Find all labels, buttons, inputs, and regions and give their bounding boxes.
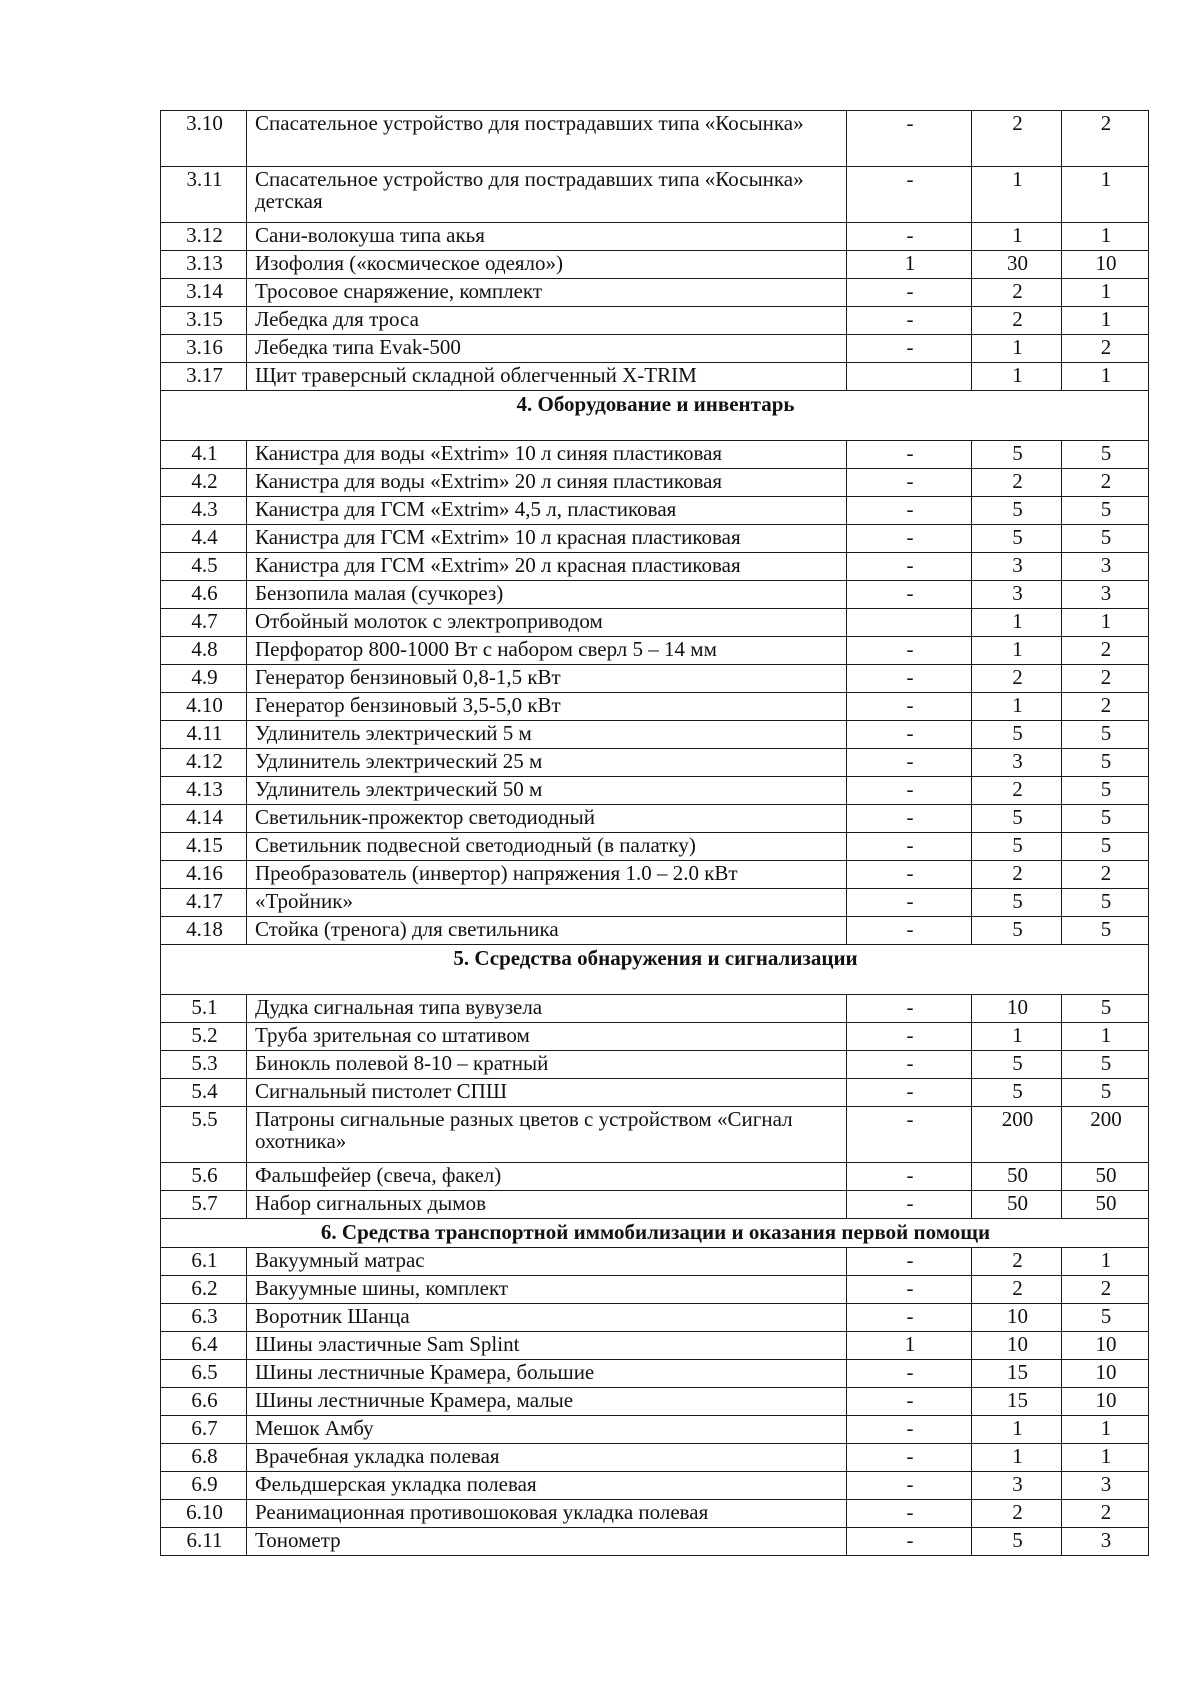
item-name-cell: Стойка (тренога) для светильника <box>247 917 847 945</box>
table-row <box>161 805 1149 833</box>
item-number-cell: 6.10 <box>161 1500 247 1528</box>
quantity-col-b-cell: 2 <box>972 1500 1062 1528</box>
quantity-col-b-cell: 2 <box>972 777 1062 805</box>
quantity-col-b-cell: 1 <box>972 363 1062 391</box>
quantity-col-b-cell: 50 <box>972 1191 1062 1219</box>
quantity-col-a-cell: - <box>847 335 972 363</box>
table-row <box>161 995 1149 1023</box>
table-row <box>161 469 1149 497</box>
quantity-col-b-cell: 200 <box>972 1107 1062 1163</box>
table-row <box>161 251 1149 279</box>
item-number-cell: 5.1 <box>161 995 247 1023</box>
item-name-cell: Спасательное устройство для пострадавших типа «Косынка» детская <box>247 167 847 223</box>
quantity-col-c-cell: 5 <box>1062 917 1149 945</box>
item-name-cell: Фельдшерская укладка полевая <box>247 1472 847 1500</box>
item-number-cell: 3.14 <box>161 279 247 307</box>
quantity-col-c-cell: 5 <box>1062 1304 1149 1332</box>
quantity-col-b-cell: 1 <box>972 1416 1062 1444</box>
quantity-col-b-cell: 5 <box>972 721 1062 749</box>
quantity-col-c-cell: 5 <box>1062 721 1149 749</box>
inventory-table <box>160 110 1149 1556</box>
item-name-cell: Набор сигнальных дымов <box>247 1191 847 1219</box>
quantity-col-c-cell: 1 <box>1062 307 1149 335</box>
item-name-cell: Канистра для ГСМ «Extrim» 4,5 л, пластиковая <box>247 497 847 525</box>
quantity-col-a-cell <box>847 363 972 391</box>
table-row <box>161 1079 1149 1107</box>
item-number-cell: 4.9 <box>161 665 247 693</box>
quantity-col-a-cell: - <box>847 665 972 693</box>
table-row <box>161 553 1149 581</box>
quantity-col-b-cell: 2 <box>972 111 1062 167</box>
item-number-cell: 6.3 <box>161 1304 247 1332</box>
item-number-cell: 4.16 <box>161 861 247 889</box>
item-number-cell: 4.8 <box>161 637 247 665</box>
quantity-col-b-cell: 2 <box>972 469 1062 497</box>
table-row <box>161 363 1149 391</box>
table-row <box>161 721 1149 749</box>
item-name-cell: Труба зрительная со штативом <box>247 1023 847 1051</box>
quantity-col-c-cell: 10 <box>1062 1360 1149 1388</box>
quantity-col-c-cell: 10 <box>1062 1388 1149 1416</box>
quantity-col-a-cell: - <box>847 833 972 861</box>
quantity-col-b-cell: 5 <box>972 1051 1062 1079</box>
item-name-cell: Тонометр <box>247 1528 847 1556</box>
quantity-col-b-cell: 1 <box>972 609 1062 637</box>
quantity-col-a-cell: - <box>847 1023 972 1051</box>
quantity-col-a-cell: - <box>847 637 972 665</box>
table-row <box>161 223 1149 251</box>
quantity-col-a-cell: - <box>847 1051 972 1079</box>
item-name-cell: Воротник Шанца <box>247 1304 847 1332</box>
item-name-cell: Щит траверсный складной облегченный X-TRIM <box>247 363 847 391</box>
quantity-col-a-cell <box>847 609 972 637</box>
table-row <box>161 279 1149 307</box>
quantity-col-a-cell: - <box>847 1248 972 1276</box>
table-row <box>161 1500 1149 1528</box>
table-row <box>161 1472 1149 1500</box>
item-name-cell: Перфоратор 800-1000 Вт с набором сверл 5 – 14 мм <box>247 637 847 665</box>
item-name-cell: Светильник-прожектор светодиодный <box>247 805 847 833</box>
quantity-col-c-cell: 3 <box>1062 1472 1149 1500</box>
quantity-col-b-cell: 5 <box>972 833 1062 861</box>
quantity-col-c-cell: 5 <box>1062 777 1149 805</box>
item-name-cell: Бинокль полевой 8-10 – кратный <box>247 1051 847 1079</box>
table-row <box>161 1332 1149 1360</box>
quantity-col-c-cell: 50 <box>1062 1163 1149 1191</box>
quantity-col-b-cell: 3 <box>972 1472 1062 1500</box>
item-number-cell: 5.2 <box>161 1023 247 1051</box>
table-row <box>161 833 1149 861</box>
item-number-cell: 3.10 <box>161 111 247 167</box>
item-name-cell: Дудка сигнальная типа вувузела <box>247 995 847 1023</box>
quantity-col-b-cell: 1 <box>972 335 1062 363</box>
item-name-cell: Канистра для воды «Extrim» 10 л синяя пластиковая <box>247 441 847 469</box>
quantity-col-c-cell: 10 <box>1062 251 1149 279</box>
table-row <box>161 861 1149 889</box>
quantity-col-a-cell: - <box>847 1528 972 1556</box>
item-name-cell: Канистра для воды «Extrim» 20 л синяя пластиковая <box>247 469 847 497</box>
table-row <box>161 335 1149 363</box>
table-row <box>161 1388 1149 1416</box>
item-number-cell: 6.8 <box>161 1444 247 1472</box>
quantity-col-a-cell: - <box>847 1163 972 1191</box>
table-row <box>161 497 1149 525</box>
quantity-col-c-cell: 1 <box>1062 1023 1149 1051</box>
item-name-cell: Лебедка для троса <box>247 307 847 335</box>
quantity-col-a-cell: - <box>847 1079 972 1107</box>
section-heading-row <box>161 945 1149 995</box>
item-name-cell: Удлинитель электрический 25 м <box>247 749 847 777</box>
quantity-col-c-cell: 5 <box>1062 1079 1149 1107</box>
item-name-cell: Фальшфейер (свеча, факел) <box>247 1163 847 1191</box>
item-number-cell: 5.4 <box>161 1079 247 1107</box>
quantity-col-c-cell: 2 <box>1062 637 1149 665</box>
item-name-cell: Канистра для ГСМ «Extrim» 20 л красная пластиковая <box>247 553 847 581</box>
quantity-col-c-cell: 5 <box>1062 995 1149 1023</box>
table-row <box>161 609 1149 637</box>
item-number-cell: 3.11 <box>161 167 247 223</box>
quantity-col-a-cell: - <box>847 805 972 833</box>
item-number-cell: 6.9 <box>161 1472 247 1500</box>
quantity-col-b-cell: 3 <box>972 749 1062 777</box>
table-row <box>161 525 1149 553</box>
item-number-cell: 4.6 <box>161 581 247 609</box>
item-number-cell: 5.6 <box>161 1163 247 1191</box>
item-name-cell: Преобразователь (инвертор) напряжения 1.0 – 2.0 кВт <box>247 861 847 889</box>
table-row <box>161 665 1149 693</box>
section-heading: 4. Оборудование и инвентарь <box>161 391 1149 441</box>
quantity-col-b-cell: 15 <box>972 1388 1062 1416</box>
quantity-col-a-cell: - <box>847 777 972 805</box>
item-number-cell: 5.3 <box>161 1051 247 1079</box>
quantity-col-b-cell: 3 <box>972 581 1062 609</box>
item-number-cell: 6.7 <box>161 1416 247 1444</box>
item-name-cell: Вакуумные шины, комплект <box>247 1276 847 1304</box>
item-name-cell: Генератор бензиновый 0,8-1,5 кВт <box>247 665 847 693</box>
quantity-col-b-cell: 1 <box>972 693 1062 721</box>
quantity-col-a-cell: - <box>847 721 972 749</box>
quantity-col-a-cell: - <box>847 995 972 1023</box>
quantity-col-a-cell: - <box>847 525 972 553</box>
item-name-cell: Канистра для ГСМ «Extrim» 10 л красная пластиковая <box>247 525 847 553</box>
item-name-cell: Отбойный молоток с электроприводом <box>247 609 847 637</box>
item-number-cell: 4.1 <box>161 441 247 469</box>
quantity-col-b-cell: 1 <box>972 637 1062 665</box>
quantity-col-a-cell: - <box>847 279 972 307</box>
table-row <box>161 749 1149 777</box>
item-number-cell: 6.6 <box>161 1388 247 1416</box>
item-name-cell: Шины эластичные Sam Splint <box>247 1332 847 1360</box>
quantity-col-a-cell: - <box>847 553 972 581</box>
item-name-cell: Сигнальный пистолет СПШ <box>247 1079 847 1107</box>
item-number-cell: 5.7 <box>161 1191 247 1219</box>
section-heading-row <box>161 391 1149 441</box>
quantity-col-c-cell: 2 <box>1062 335 1149 363</box>
item-name-cell: Патроны сигнальные разных цветов с устройством «Сигнал охотника» <box>247 1107 847 1163</box>
quantity-col-b-cell: 1 <box>972 223 1062 251</box>
quantity-col-c-cell: 5 <box>1062 833 1149 861</box>
quantity-col-b-cell: 1 <box>972 1023 1062 1051</box>
quantity-col-a-cell: - <box>847 1472 972 1500</box>
quantity-col-c-cell: 3 <box>1062 553 1149 581</box>
section-heading: 5. Ссредства обнаружения и сигнализации <box>161 945 1149 995</box>
item-name-cell: Лебедка типа Evak-500 <box>247 335 847 363</box>
item-number-cell: 4.17 <box>161 889 247 917</box>
table-row <box>161 1051 1149 1079</box>
table-row <box>161 1107 1149 1163</box>
quantity-col-b-cell: 2 <box>972 1248 1062 1276</box>
quantity-col-a-cell: - <box>847 693 972 721</box>
item-name-cell: Удлинитель электрический 5 м <box>247 721 847 749</box>
table-row <box>161 1416 1149 1444</box>
section-heading-row <box>161 1219 1149 1248</box>
quantity-col-c-cell: 5 <box>1062 749 1149 777</box>
item-name-cell: Вакуумный матрас <box>247 1248 847 1276</box>
quantity-col-b-cell: 5 <box>972 441 1062 469</box>
quantity-col-a-cell: - <box>847 1416 972 1444</box>
item-name-cell: Бензопила малая (сучкорез) <box>247 581 847 609</box>
quantity-col-a-cell: - <box>847 1500 972 1528</box>
quantity-col-c-cell: 5 <box>1062 497 1149 525</box>
table-row <box>161 441 1149 469</box>
quantity-col-c-cell: 2 <box>1062 1500 1149 1528</box>
quantity-col-a-cell: 1 <box>847 1332 972 1360</box>
quantity-col-b-cell: 5 <box>972 1528 1062 1556</box>
table-row <box>161 1360 1149 1388</box>
quantity-col-a-cell: - <box>847 441 972 469</box>
item-name-cell: Спасательное устройство для пострадавших типа «Косынка» <box>247 111 847 167</box>
quantity-col-c-cell: 1 <box>1062 279 1149 307</box>
table-row <box>161 1444 1149 1472</box>
table-row <box>161 111 1149 167</box>
quantity-col-c-cell: 1 <box>1062 1444 1149 1472</box>
quantity-col-b-cell: 10 <box>972 1304 1062 1332</box>
quantity-col-b-cell: 5 <box>972 525 1062 553</box>
table-row <box>161 889 1149 917</box>
quantity-col-b-cell: 2 <box>972 861 1062 889</box>
quantity-col-b-cell: 3 <box>972 553 1062 581</box>
item-number-cell: 6.4 <box>161 1332 247 1360</box>
table-row <box>161 1304 1149 1332</box>
quantity-col-c-cell: 1 <box>1062 223 1149 251</box>
quantity-col-b-cell: 2 <box>972 279 1062 307</box>
item-name-cell: «Тройник» <box>247 889 847 917</box>
quantity-col-c-cell: 50 <box>1062 1191 1149 1219</box>
item-number-cell: 3.15 <box>161 307 247 335</box>
item-name-cell: Шины лестничные Крамера, малые <box>247 1388 847 1416</box>
item-number-cell: 4.5 <box>161 553 247 581</box>
quantity-col-c-cell: 2 <box>1062 861 1149 889</box>
item-number-cell: 4.18 <box>161 917 247 945</box>
quantity-col-b-cell: 2 <box>972 307 1062 335</box>
quantity-col-c-cell: 2 <box>1062 665 1149 693</box>
quantity-col-b-cell: 50 <box>972 1163 1062 1191</box>
quantity-col-c-cell: 1 <box>1062 167 1149 223</box>
quantity-col-b-cell: 1 <box>972 1444 1062 1472</box>
quantity-col-c-cell: 3 <box>1062 581 1149 609</box>
table-row <box>161 637 1149 665</box>
quantity-col-b-cell: 5 <box>972 917 1062 945</box>
item-number-cell: 6.11 <box>161 1528 247 1556</box>
item-number-cell: 6.5 <box>161 1360 247 1388</box>
item-number-cell: 3.12 <box>161 223 247 251</box>
item-number-cell: 4.2 <box>161 469 247 497</box>
quantity-col-a-cell: - <box>847 1388 972 1416</box>
item-number-cell: 5.5 <box>161 1107 247 1163</box>
item-number-cell: 4.15 <box>161 833 247 861</box>
item-name-cell: Удлинитель электрический 50 м <box>247 777 847 805</box>
quantity-col-a-cell: - <box>847 223 972 251</box>
item-number-cell: 4.14 <box>161 805 247 833</box>
quantity-col-c-cell: 2 <box>1062 1276 1149 1304</box>
item-name-cell: Светильник подвесной светодиодный (в палатку) <box>247 833 847 861</box>
quantity-col-b-cell: 1 <box>972 167 1062 223</box>
table-row <box>161 1248 1149 1276</box>
quantity-col-b-cell: 2 <box>972 1276 1062 1304</box>
section-heading: 6. Средства транспортной иммобилизации и оказания первой помощи <box>161 1219 1149 1248</box>
quantity-col-a-cell: - <box>847 469 972 497</box>
quantity-col-c-cell: 1 <box>1062 1248 1149 1276</box>
item-name-cell: Мешок Амбу <box>247 1416 847 1444</box>
item-number-cell: 4.12 <box>161 749 247 777</box>
quantity-col-a-cell: 1 <box>847 251 972 279</box>
table-row <box>161 1276 1149 1304</box>
table-row <box>161 307 1149 335</box>
item-number-cell: 6.1 <box>161 1248 247 1276</box>
quantity-col-c-cell: 5 <box>1062 525 1149 553</box>
table-row <box>161 777 1149 805</box>
quantity-col-c-cell: 1 <box>1062 1416 1149 1444</box>
inventory-sheet <box>160 110 1148 1556</box>
quantity-col-c-cell: 2 <box>1062 693 1149 721</box>
table-row <box>161 693 1149 721</box>
quantity-col-b-cell: 5 <box>972 805 1062 833</box>
quantity-col-c-cell: 1 <box>1062 363 1149 391</box>
item-number-cell: 3.16 <box>161 335 247 363</box>
table-row <box>161 1191 1149 1219</box>
table-row <box>161 1023 1149 1051</box>
quantity-col-b-cell: 2 <box>972 665 1062 693</box>
quantity-col-a-cell: - <box>847 1444 972 1472</box>
quantity-col-a-cell: - <box>847 917 972 945</box>
quantity-col-b-cell: 5 <box>972 1079 1062 1107</box>
quantity-col-a-cell: - <box>847 581 972 609</box>
quantity-col-c-cell: 5 <box>1062 1051 1149 1079</box>
quantity-col-b-cell: 5 <box>972 889 1062 917</box>
item-name-cell: Врачебная укладка полевая <box>247 1444 847 1472</box>
item-number-cell: 3.17 <box>161 363 247 391</box>
quantity-col-c-cell: 2 <box>1062 469 1149 497</box>
item-number-cell: 4.10 <box>161 693 247 721</box>
quantity-col-a-cell: - <box>847 307 972 335</box>
quantity-col-a-cell: - <box>847 1276 972 1304</box>
quantity-col-b-cell: 30 <box>972 251 1062 279</box>
item-number-cell: 4.4 <box>161 525 247 553</box>
quantity-col-a-cell: - <box>847 1360 972 1388</box>
quantity-col-a-cell: - <box>847 1107 972 1163</box>
table-row <box>161 167 1149 223</box>
quantity-col-a-cell: - <box>847 889 972 917</box>
quantity-col-a-cell: - <box>847 1304 972 1332</box>
item-number-cell: 4.3 <box>161 497 247 525</box>
quantity-col-c-cell: 5 <box>1062 805 1149 833</box>
item-name-cell: Сани-волокуша типа акья <box>247 223 847 251</box>
table-row <box>161 917 1149 945</box>
quantity-col-c-cell: 5 <box>1062 889 1149 917</box>
quantity-col-b-cell: 10 <box>972 995 1062 1023</box>
quantity-col-c-cell: 2 <box>1062 111 1149 167</box>
quantity-col-a-cell: - <box>847 167 972 223</box>
table-row <box>161 1528 1149 1556</box>
item-number-cell: 3.13 <box>161 251 247 279</box>
item-name-cell: Изофолия («космическое одеяло») <box>247 251 847 279</box>
quantity-col-b-cell: 10 <box>972 1332 1062 1360</box>
item-name-cell: Генератор бензиновый 3,5-5,0 кВт <box>247 693 847 721</box>
quantity-col-a-cell: - <box>847 749 972 777</box>
quantity-col-a-cell: - <box>847 861 972 889</box>
inventory-table-body <box>161 111 1149 1556</box>
item-name-cell: Тросовое снаряжение, комплект <box>247 279 847 307</box>
item-number-cell: 6.2 <box>161 1276 247 1304</box>
quantity-col-b-cell: 5 <box>972 497 1062 525</box>
table-row <box>161 581 1149 609</box>
item-number-cell: 4.11 <box>161 721 247 749</box>
item-name-cell: Реанимационная противошоковая укладка полевая <box>247 1500 847 1528</box>
quantity-col-a-cell: - <box>847 111 972 167</box>
quantity-col-b-cell: 15 <box>972 1360 1062 1388</box>
item-number-cell: 4.7 <box>161 609 247 637</box>
quantity-col-c-cell: 3 <box>1062 1528 1149 1556</box>
quantity-col-c-cell: 5 <box>1062 441 1149 469</box>
item-name-cell: Шины лестничные Крамера, большие <box>247 1360 847 1388</box>
quantity-col-c-cell: 10 <box>1062 1332 1149 1360</box>
quantity-col-a-cell: - <box>847 497 972 525</box>
table-row <box>161 1163 1149 1191</box>
quantity-col-c-cell: 1 <box>1062 609 1149 637</box>
item-number-cell: 4.13 <box>161 777 247 805</box>
quantity-col-c-cell: 200 <box>1062 1107 1149 1163</box>
quantity-col-a-cell: - <box>847 1191 972 1219</box>
